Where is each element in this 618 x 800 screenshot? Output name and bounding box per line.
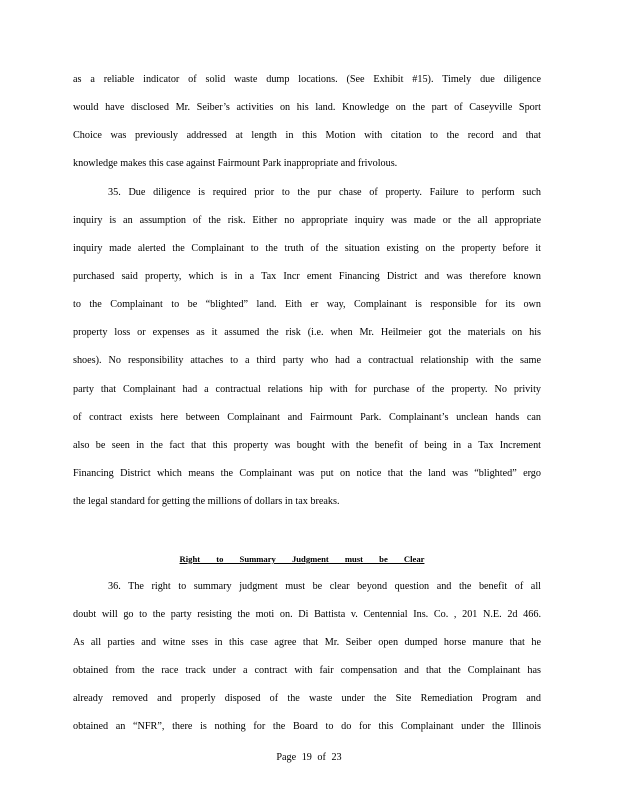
text-line: Choice was previously addressed at length in this Motion with citation to the record and that bbox=[73, 130, 541, 141]
text-line: obtained an “NFR”, there is nothing for the Board to do for this Complainant under the Illinois bbox=[73, 721, 541, 732]
text-line: to the Complainant to be “blighted” land. Eith er way, Complainant is responsible for its own bbox=[73, 299, 541, 310]
text-line: purchased said property, which is in a Tax Incr ement Financing District and was therefore known bbox=[73, 271, 541, 282]
text-line: party that Complainant had a contractual relations hip with for purchase of the property. No privity bbox=[73, 384, 541, 395]
text-line: obtained from the race track under a contract with fair compensation and that the Complainant has bbox=[73, 665, 541, 676]
text-line: shoes). No responsibility attaches to a third party who had a contractual relationship with the same bbox=[73, 355, 541, 366]
text-line: knowledge makes this case against Fairmount Park inappropriate and frivolous. bbox=[73, 158, 398, 169]
section-heading-text: Right to Summary Judgment must be Clear bbox=[179, 554, 425, 564]
text-line: inquiry made alerted the Complainant to the truth of the situation existing on the property before it bbox=[73, 243, 541, 254]
text-line: already removed and properly disposed of the waste under the Site Remediation Program and bbox=[73, 693, 541, 704]
section-heading bbox=[0, 553, 618, 565]
text-line: as a reliable indicator of solid waste dump locations. (See Exhibit #15). Timely due diligence bbox=[73, 74, 541, 85]
text-line: the legal standard for getting the millions of dollars in tax breaks. bbox=[73, 496, 340, 507]
paragraph-36-first-line: 36. The right to summary judgment must be clear beyond question and the benefit of all bbox=[108, 581, 541, 592]
text-line: inquiry is an assumption of the risk. Either no appropriate inquiry was made or the all appropriate bbox=[73, 215, 541, 226]
page-number: Page 19 of 23 bbox=[276, 752, 342, 763]
text-line: Financing District which means the Complainant was put on notice that the land was “blighted” ergo bbox=[73, 468, 541, 479]
text-line: As all parties and witne sses in this case agree that Mr. Seiber open dumped horse manure that he bbox=[73, 637, 541, 648]
text-line: of contract exists here between Complainant and Fairmount Park. Complainant’s unclean hands can bbox=[73, 412, 541, 423]
text-line: doubt will go to the party resisting the moti on. Di Battista v. Centennial Ins. Co. , 201 N.E. 2d 466. bbox=[73, 609, 541, 620]
text-line: property loss or expenses as it assumed the risk (i.e. when Mr. Heilmeier got the materials on his bbox=[73, 327, 541, 338]
text-line: would have disclosed Mr. Seiber’s activities on his land. Knowledge on the part of Caseyville Sport bbox=[73, 102, 541, 113]
paragraph-35-first-line: 35. Due diligence is required prior to the pur chase of property. Failure to perform such bbox=[108, 187, 541, 198]
text-line: also be seen in the fact that this property was bought with the benefit of being in a Tax Increment bbox=[73, 440, 541, 451]
